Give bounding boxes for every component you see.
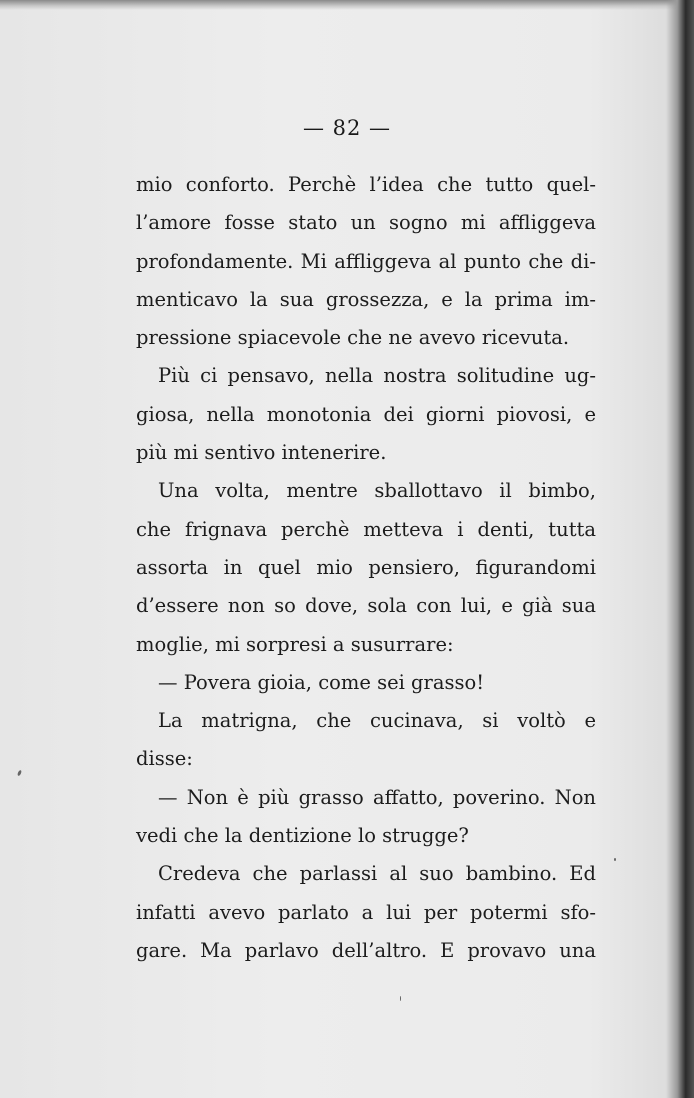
page-top-edge [0,0,694,10]
text-line: Una volta, mentre sballottavo il bimbo, [158,479,596,503]
text-line: mio conforto. Perchè l’idea che tutto quel- [136,173,596,196]
ink-speck [17,770,22,777]
text-line: La matrigna, che cucinava, si voltò e [158,709,596,733]
text-line: più mi sentivo intenerire. [136,441,387,465]
ink-speck [614,858,616,861]
text-line: profondamente. Mi affliggeva al punto che di- [136,249,596,273]
text-line: d’essere non so dove, sola con lui, e già sua [136,594,596,618]
text-line: gare. Ma parlavo dell’altro. E provavo una [136,938,596,962]
text-line: pressione spiacevole che ne avevo ricevuta. [136,326,570,350]
text-line: che frignava perchè metteva i denti, tutta [136,517,596,541]
text-line: — Povera gioia, come sei grasso! [158,670,485,694]
page-number: — 82 — [302,116,392,140]
text-line: moglie, mi sorpresi a susurrare: [136,632,454,656]
text-line: vedi che la dentizione lo strugge? [136,824,469,848]
text-line: menticavo la sua grossezza, e la prima im- [136,287,596,311]
text-line: disse: [136,747,193,771]
text-line: infatti avevo parlato a lui per potermi sfo- [136,900,596,924]
text-line: — Non è più grasso affatto, poverino. Non [158,785,596,809]
book-binding-edge [666,0,694,1098]
text-line: giosa, nella monotonia dei giorni piovosi, e [136,402,596,426]
text-line: l’amore fosse stato un sogno mi affliggeva [136,211,596,235]
text-line: Più ci pensavo, nella nostra solitudine ug- [158,364,596,388]
text-line: assorta in quel mio pensiero, figurandomi [136,555,596,579]
ink-speck [400,996,401,1001]
text-line: Credeva che parlassi al suo bambino. Ed [158,862,596,886]
body-text [136,166,596,970]
